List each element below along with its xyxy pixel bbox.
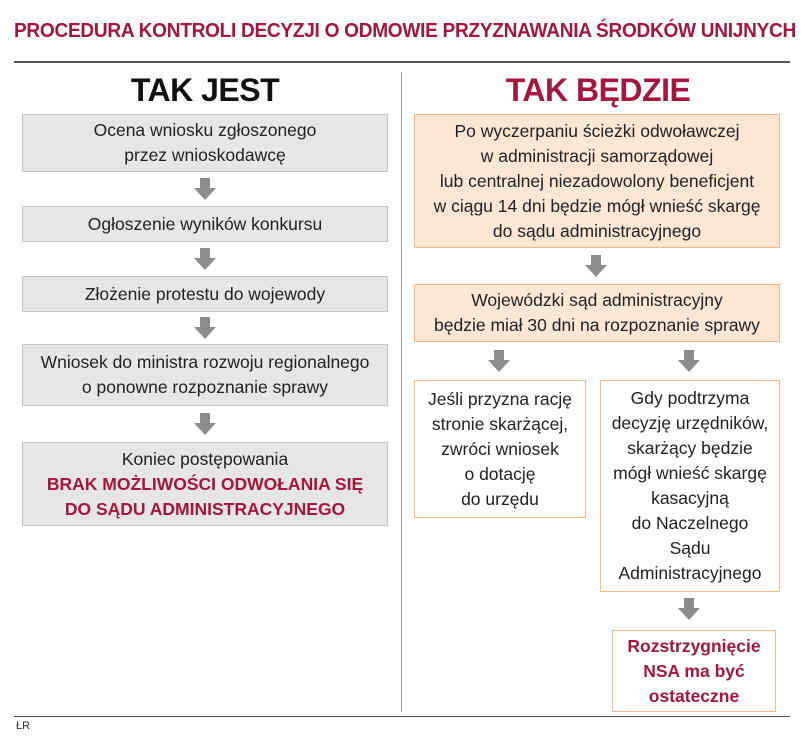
right-step-1-line-4: w ciągu 14 dni będzie mógł wnieść skargę [433,195,761,216]
right-step-2 [414,284,780,342]
down-arrow-icon [678,598,700,620]
right-step-1-line-3: lub centralnej niezadowolony beneficjent [439,170,755,191]
right-branch-right [600,380,780,592]
left-step-1 [22,114,388,172]
down-arrow-icon [194,178,216,200]
left-step-4-line-1: Wniosek do ministra rozwoju regionalnego [40,352,370,372]
down-arrow-icon [194,248,216,270]
left-step-5-line-1: Koniec postępowania [121,448,289,469]
right-step-1-line-1: Po wyczerpaniu ścieżki odwoławczej [454,120,740,141]
final-accent-3: ostateczne [648,685,740,706]
down-arrow-icon [194,317,216,339]
branch-left-line-1: Jeśli przyzna rację [428,388,572,409]
right-step-1-line-2: w administracji samorządowej [480,145,714,166]
branch-right-line-1: Gdy podtrzyma [630,388,750,408]
right-step-2-line-2: będzie miał 30 dni na rozpoznanie sprawy [434,315,760,335]
branch-right-line-4: mógł wnieść skargę [613,463,767,483]
right-branch-left [414,380,586,518]
left-step-3-line-1: Złożenie protestu do wojewody [84,283,326,304]
left-step-2 [22,206,388,242]
top-rule [14,61,790,63]
branch-right-line-3: skarżący będzie [627,438,753,458]
branch-right-line-8: Administracyjnego [618,563,762,583]
left-step-5-accent-1: BRAK MOŻLIWOŚCI ODWOŁANIA SIĘ [46,473,364,494]
right-step-1-line-5: do sądu administracyjnego [492,220,702,241]
author-credit: ŁR [16,720,31,732]
left-step-5 [22,442,388,526]
left-step-2-line-1: Ogłoszenie wyników konkursu [87,213,323,234]
bottom-rule [14,716,790,717]
graphic-title: PROCEDURA KONTROLI DECYZJI O ODMOWIE PRZYZNAWANIA ŚRODKÓW UNIJNYCH [14,19,796,42]
left-step-4 [22,344,388,406]
down-arrow-icon [678,350,700,372]
branch-right-line-7: Sądu [669,538,711,558]
left-step-1-line-2: przez wnioskodawcę [124,145,286,165]
down-arrow-icon [585,255,607,277]
left-step-4-line-2: o ponowne rozpoznanie sprawy [81,377,329,397]
right-step-1 [414,114,780,248]
right-step-2-line-1: Wojewódzki sąd administracyjny [471,290,723,310]
branch-right-line-5: kasacyjną [651,488,729,508]
column-divider [401,72,402,712]
left-step-1-line-1: Ocena wniosku zgłoszonego [93,120,317,140]
branch-left-line-3: zwróci wniosek [441,438,559,459]
heading-tak-jest: TAK JEST [130,72,280,108]
down-arrow-icon [488,350,510,372]
final-accent-1: Rozstrzygnięcie [627,635,761,656]
branch-left-line-5: do urzędu [461,488,539,509]
right-final [612,630,776,712]
branch-left-line-2: stronie skarżącej, [431,413,569,434]
left-step-5-accent-2: DO SĄDU ADMINISTRACYJNEGO [64,498,346,519]
final-accent-2: NSA ma być [643,660,745,681]
branch-right-line-2: decyzję urzędników, [611,413,769,433]
down-arrow-icon [194,413,216,435]
branch-left-line-4: o dotację [464,463,536,484]
branch-right-line-6: do Naczelnego [631,513,749,533]
heading-tak-bedzie: TAK BĘDZIE [505,72,691,108]
left-step-3 [22,276,388,312]
